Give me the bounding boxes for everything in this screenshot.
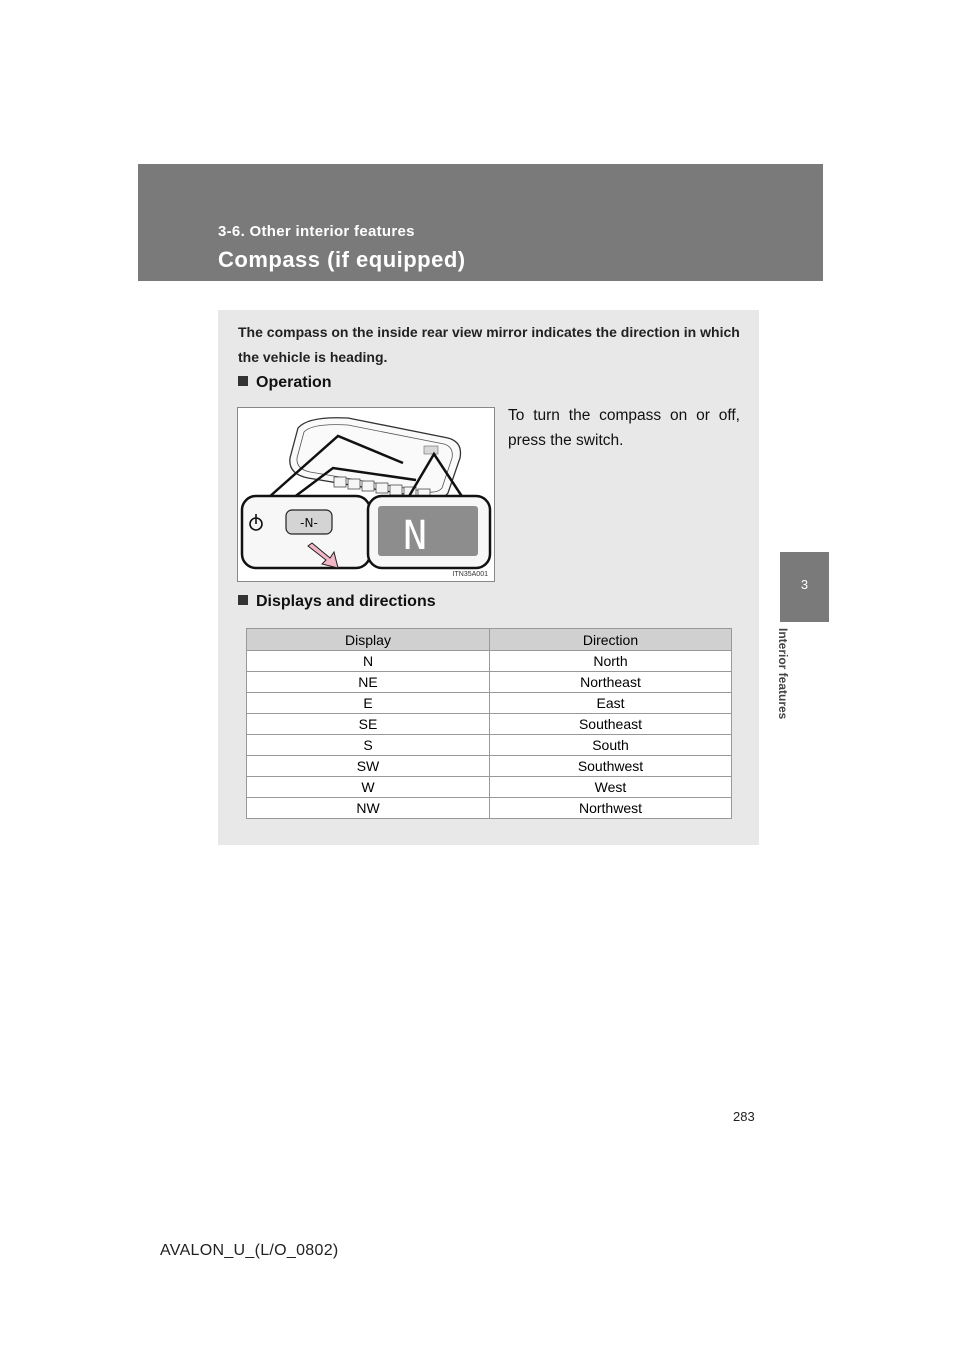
square-bullet-icon [238, 595, 248, 605]
table-header-row [247, 629, 732, 651]
intro-text: The compass on the inside rear view mirror indicates the direction in which the vehicle is heading. [238, 324, 740, 365]
figure-code: ITN35A001 [452, 571, 488, 578]
directions-table [246, 628, 732, 819]
display-cell: SW [247, 756, 490, 777]
display-cell: SE [247, 714, 490, 735]
direction-cell: Southwest [490, 756, 732, 777]
column-header-direction: Direction [490, 629, 732, 651]
mirror-drawing [238, 408, 494, 581]
operation-heading [238, 374, 332, 392]
direction-cell: South [490, 735, 732, 756]
content-box [218, 310, 759, 845]
chapter-number: 3 [800, 577, 809, 592]
direction-cell: Northeast [490, 672, 732, 693]
direction-cell: Northwest [490, 798, 732, 819]
displays-heading-text: Displays and directions [256, 593, 436, 610]
table-row [247, 756, 732, 777]
direction-cell: East [490, 693, 732, 714]
operation-heading-text: Operation [256, 374, 332, 391]
direction-cell: West [490, 777, 732, 798]
table-row [247, 777, 732, 798]
table-row [247, 693, 732, 714]
display-cell: NW [247, 798, 490, 819]
displays-heading [238, 593, 436, 611]
table-row [247, 651, 732, 672]
table-row [247, 798, 732, 819]
operation-description: To turn the compass on or off, press the switch. [508, 407, 740, 449]
direction-cell: Southeast [490, 714, 732, 735]
table-row [247, 735, 732, 756]
header-band [138, 164, 823, 281]
chapter-title: Interior features [776, 628, 790, 720]
square-bullet-icon [238, 376, 248, 386]
table-row [247, 672, 732, 693]
section-label: 3-6. Other interior features [218, 223, 415, 240]
compass-mirror-illustration [237, 407, 495, 582]
compass-display-letter: N [402, 513, 428, 559]
table-row [247, 714, 732, 735]
display-cell: W [247, 777, 490, 798]
svg-text:-N-: -N- [300, 516, 318, 530]
page-number: 283 [733, 1109, 755, 1124]
display-cell: E [247, 693, 490, 714]
chapter-tab[interactable] [780, 552, 829, 622]
page-title: Compass (if equipped) [218, 247, 466, 272]
display-cell: N [247, 651, 490, 672]
display-cell: NE [247, 672, 490, 693]
column-header-display: Display [247, 629, 490, 651]
document-code: AVALON_U_(L/O_0802) [160, 1242, 339, 1259]
display-cell: S [247, 735, 490, 756]
direction-cell: North [490, 651, 732, 672]
